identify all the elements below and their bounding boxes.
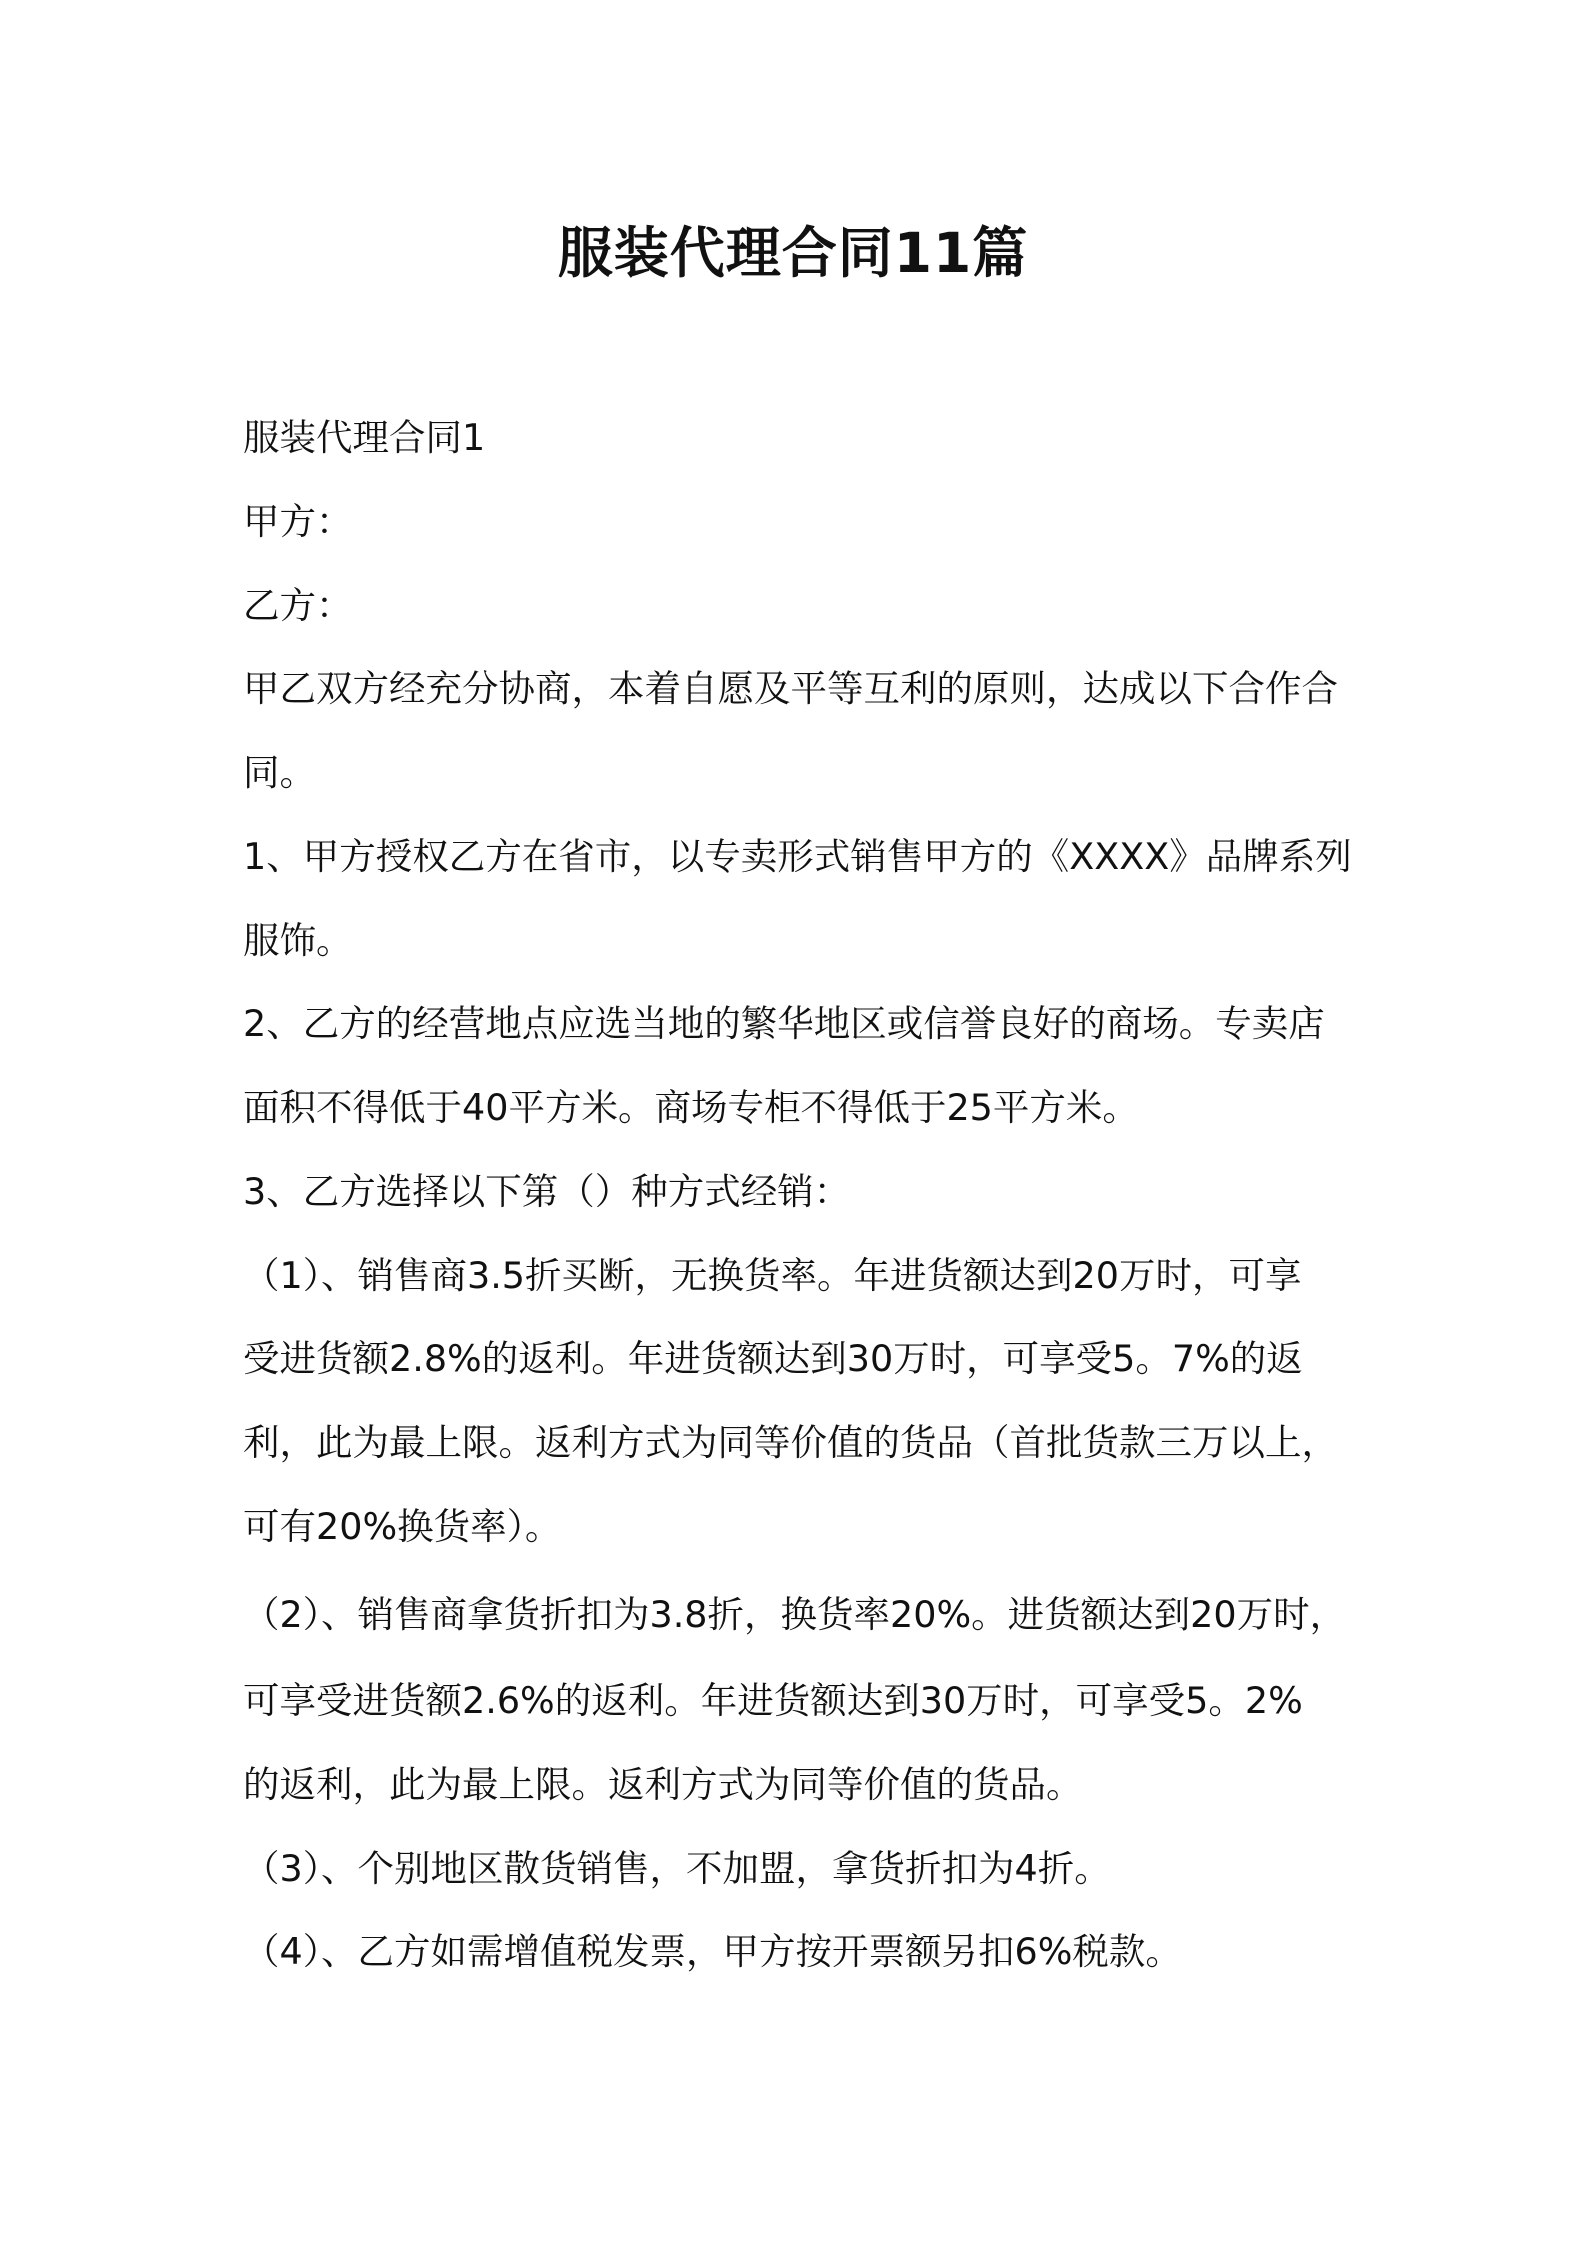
option-line: 受进货额2.8%的返利。年进货额达到30万时，可享受5。7%的返 (243, 1337, 1303, 1380)
option-line: （3）、个别地区散货销售，不加盟，拿货折扣为4折。 (243, 1847, 1111, 1890)
clause-line: 2、乙方的经营地点应选当地的繁华地区或信誉良好的商场。专卖店 (243, 1002, 1325, 1045)
party-a-line: 甲方： (243, 500, 353, 543)
clause-line: 服饰。 (243, 919, 353, 962)
clause-line: 面积不得低于40平方米。商场专柜不得低于25平方米。 (243, 1086, 1139, 1129)
paragraph-line: 同。 (243, 751, 316, 794)
paragraph-line: 甲乙双方经充分协商，本着自愿及平等互利的原则，达成以下合作合 (243, 667, 1338, 710)
option-line: （2）、销售商拿货折扣为3.8折，换货率20%。进货额达到20万时， (243, 1593, 1347, 1636)
option-line: （1）、销售商3.5折买断，无换货率。年进货额达到20万时，可享 (243, 1254, 1302, 1297)
option-line: 利，此为最上限。返利方式为同等价值的货品（首批货款三万以上， (243, 1421, 1338, 1464)
option-line: 的返利，此为最上限。返利方式为同等价值的货品。 (243, 1763, 1083, 1806)
option-line: 可有20%换货率）。 (243, 1505, 562, 1548)
option-line: （4）、乙方如需增值税发票，甲方按开票额另扣6%税款。 (243, 1930, 1182, 1973)
clause-line: 1、甲方授权乙方在省市，以专卖形式销售甲方的《XXXX》品牌系列 (243, 835, 1352, 878)
party-b-line: 乙方： (243, 584, 353, 627)
section-heading: 服装代理合同1 (243, 416, 486, 459)
document-title: 服装代理合同11篇 (557, 221, 1029, 285)
option-line: 可享受进货额2.6%的返利。年进货额达到30万时，可享受5。2% (243, 1679, 1303, 1722)
clause-line: 3、乙方选择以下第（）种方式经销： (243, 1170, 851, 1213)
